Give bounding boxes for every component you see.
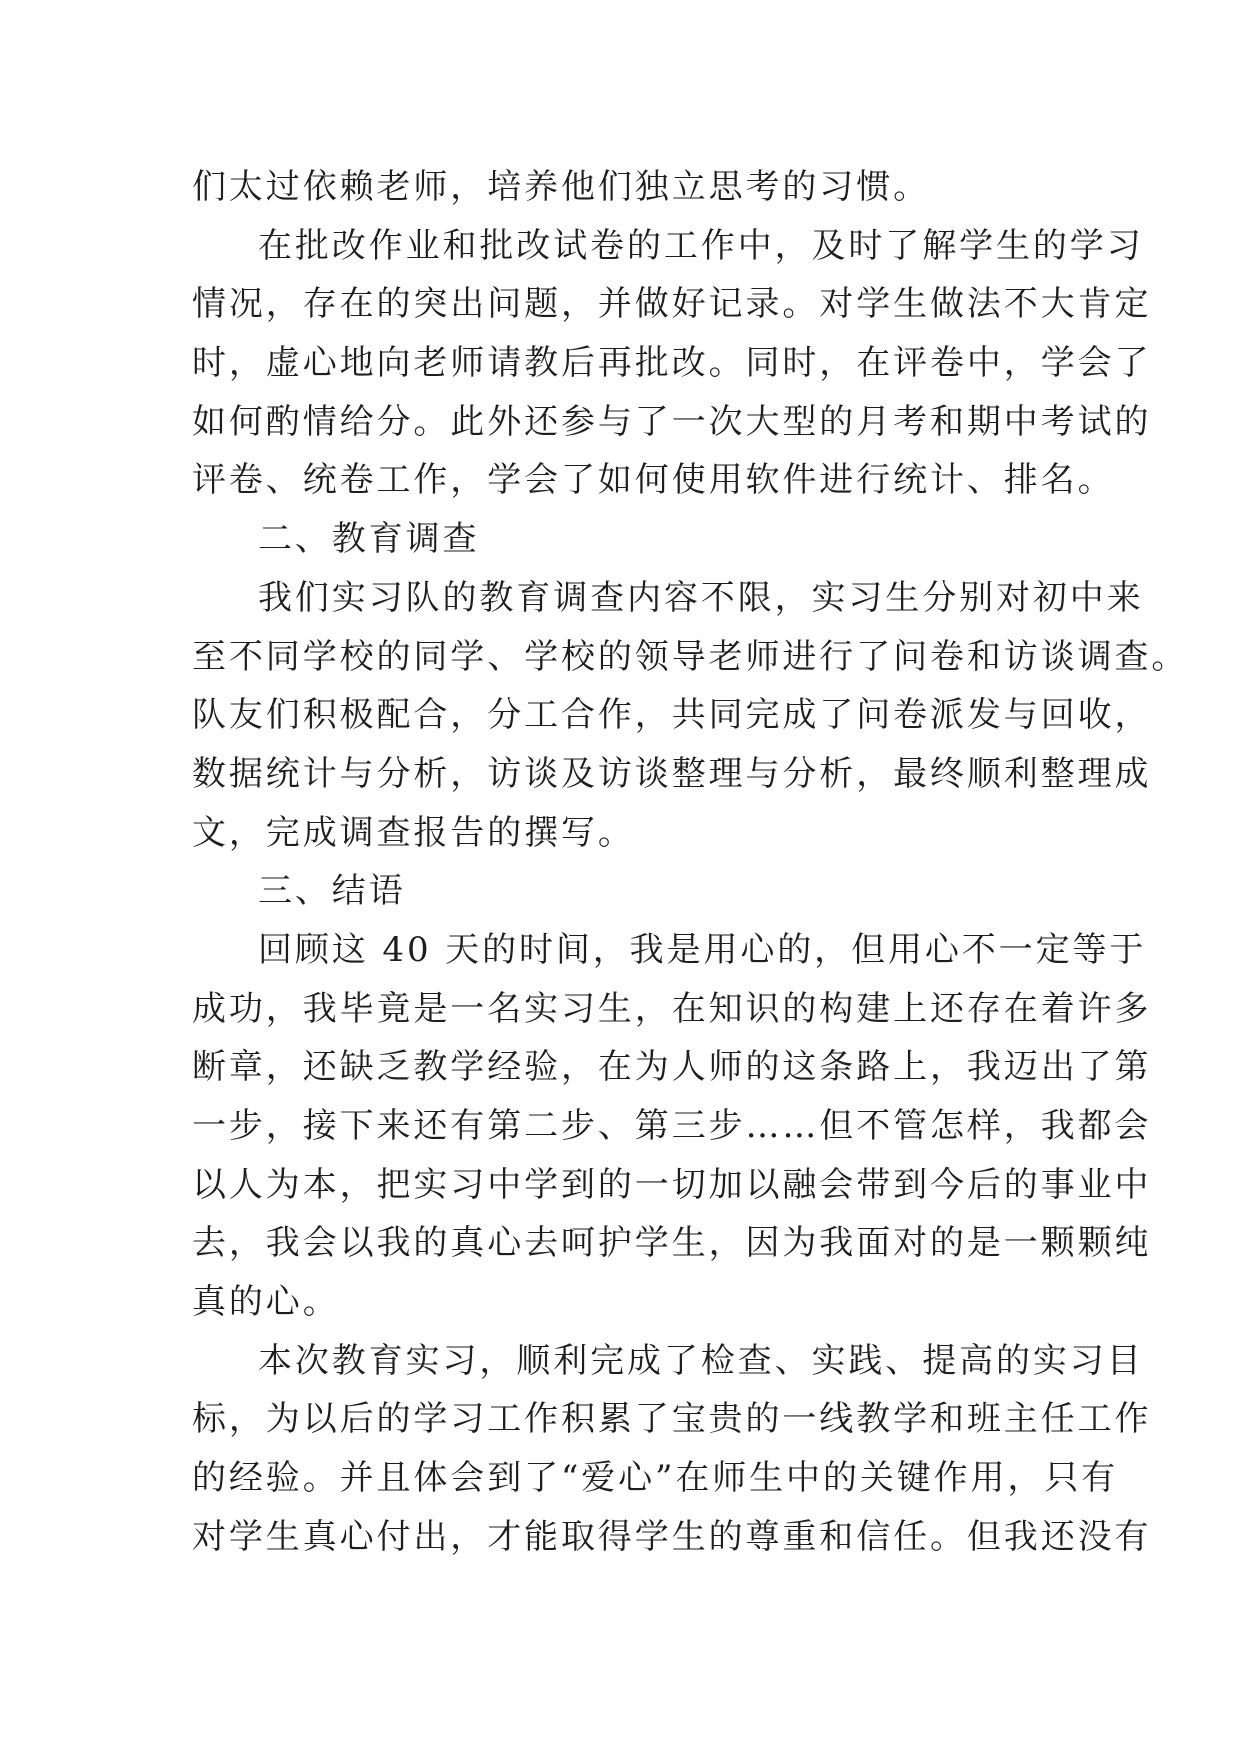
text-line: 标，为以后的学习工作积累了宝贵的一线教学和班主任工作	[192, 1399, 1152, 1440]
text-line: 的经验。并且体会到了“爱心”在师生中的关键作用，只有	[192, 1458, 1119, 1499]
text-line: 我们实习队的教育调查内容不限，实习生分别对初中来	[258, 577, 1144, 618]
text-line: 数据统计与分析，访谈及访谈整理与分析，最终顺利整理成	[192, 753, 1152, 794]
text-line: 情况，存在的突出问题，并做好记录。对学生做法不大肯定	[192, 284, 1152, 325]
text-line: 以人为本，把实习中学到的一切加以融会带到今后的事业中	[192, 1164, 1152, 1205]
section-heading: 三、结语	[258, 871, 406, 912]
text-line: 时，虚心地向老师请教后再批改。同时，在评卷中，学会了	[192, 343, 1152, 384]
text-line: 去，我会以我的真心去呵护学生，因为我面对的是一颗颗纯	[192, 1223, 1152, 1264]
text-line: 成功，我毕竟是一名实习生，在知识的构建上还存在着许多	[192, 988, 1152, 1029]
text-line: 评卷、统卷工作，学会了如何使用软件进行统计、排名。	[192, 460, 1115, 501]
text-line: 真的心。	[192, 1282, 340, 1323]
text-line: 一步，接下来还有第二步、第三步……但不管怎样，我都会	[192, 1106, 1152, 1146]
section-heading: 二、教育调查	[258, 519, 480, 560]
text-line: 本次教育实习，顺利完成了检查、实践、提高的实习目	[258, 1340, 1144, 1381]
text-line: 断章，还缺乏教学经验，在为人师的这条路上，我迈出了第	[192, 1047, 1152, 1088]
text-line: 对学生真心付出，才能取得学生的尊重和信任。但我还没有	[192, 1516, 1152, 1557]
text-line: 至不同学校的同学、学校的领导老师进行了问卷和访谈调查。	[192, 636, 1189, 677]
text-line: 们太过依赖老师，培养他们独立思考的习惯。	[192, 167, 930, 207]
text-line: 文，完成调查报告的撰写。	[192, 812, 635, 853]
text-line: 回顾这 40 天的时间，我是用心的，但用心不一定等于	[258, 929, 1147, 970]
text-line: 在批改作业和批改试卷的工作中，及时了解学生的学习	[258, 225, 1144, 266]
text-line: 如何酌情给分。此外还参与了一次大型的月考和期中考试的	[192, 401, 1152, 442]
text-line: 队友们积极配合，分工合作，共同完成了问卷派发与回收，	[192, 695, 1152, 736]
document-body	[192, 158, 1189, 1567]
